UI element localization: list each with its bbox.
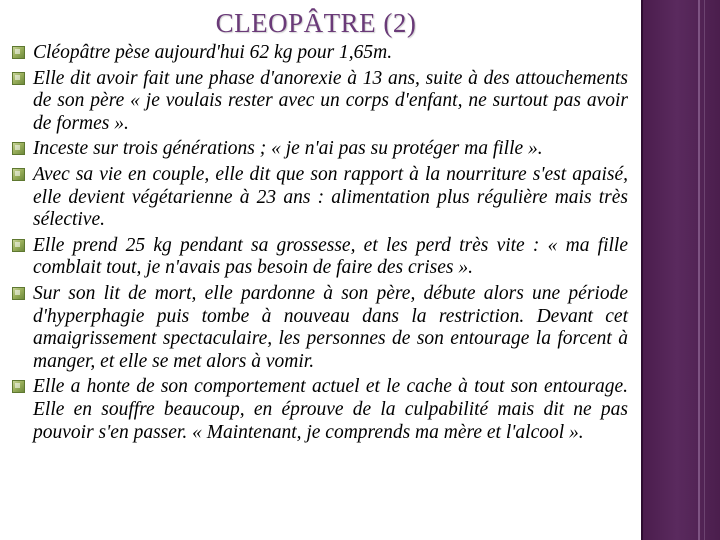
list-item [8,376,628,444]
bullet-text: Elle prend 25 kg pendant sa grossesse, et les perd très vite : « ma fille comblait tout, je n'avais pas besoin de faire des crises ». [33,234,628,279]
side-decorative-line [698,0,700,540]
bullet-text: Cléopâtre pèse aujourd'hui 62 kg pour 1,65m. [33,42,393,63]
bullet-text: Inceste sur trois générations ; « je n'ai pas su protéger ma fille ». [33,138,543,160]
bullet-text: Elle a honte de son comportement actuel et le cache à tout son entourage. Elle en souffre beaucoup, en éprouve de la culpabilité mais dit ne pas pouvoir s'en passer. « Maintenant, je comprends ma mère et l'alcool ». [33,376,628,443]
square-bullet-icon [12,168,25,181]
square-bullet-icon [12,142,25,155]
list-item [8,68,628,136]
square-bullet-icon [12,46,25,59]
side-decorative-line [704,0,705,540]
list-item [8,164,628,232]
bullet-text: Avec sa vie en couple, elle dit que son rapport à la nourriture s'est apaisé, elle devient végétarienne à 23 ans : alimentation plus régulière mais très sélective. [33,163,628,231]
square-bullet-icon [12,72,25,85]
slide-title: CLEOPÂTRE (2) [215,8,417,38]
list-item [8,235,628,280]
bullet-text: Elle dit avoir fait une phase d'anorexie à 13 ans, suite à des attouchements de son père « je voulais rester avec un corps d'enfant, ne surtout pas avoir de formes ». [33,67,628,134]
list-item [8,42,628,65]
square-bullet-icon [12,287,25,300]
list-item [8,138,628,161]
bullet-list [8,42,628,447]
list-item [8,283,628,373]
side-decorative-band [641,0,720,540]
square-bullet-icon [12,380,25,393]
square-bullet-icon [12,239,25,252]
bullet-text: Sur son lit de mort, elle pardonne à son père, débute alors une période d'hyperphagie puis tombe à nouveau dans la restriction. Devant cet amaigrissement spectaculaire, les personnes de son entourage la forcent à manger, et elle se met alors à vomir. [33,282,628,372]
